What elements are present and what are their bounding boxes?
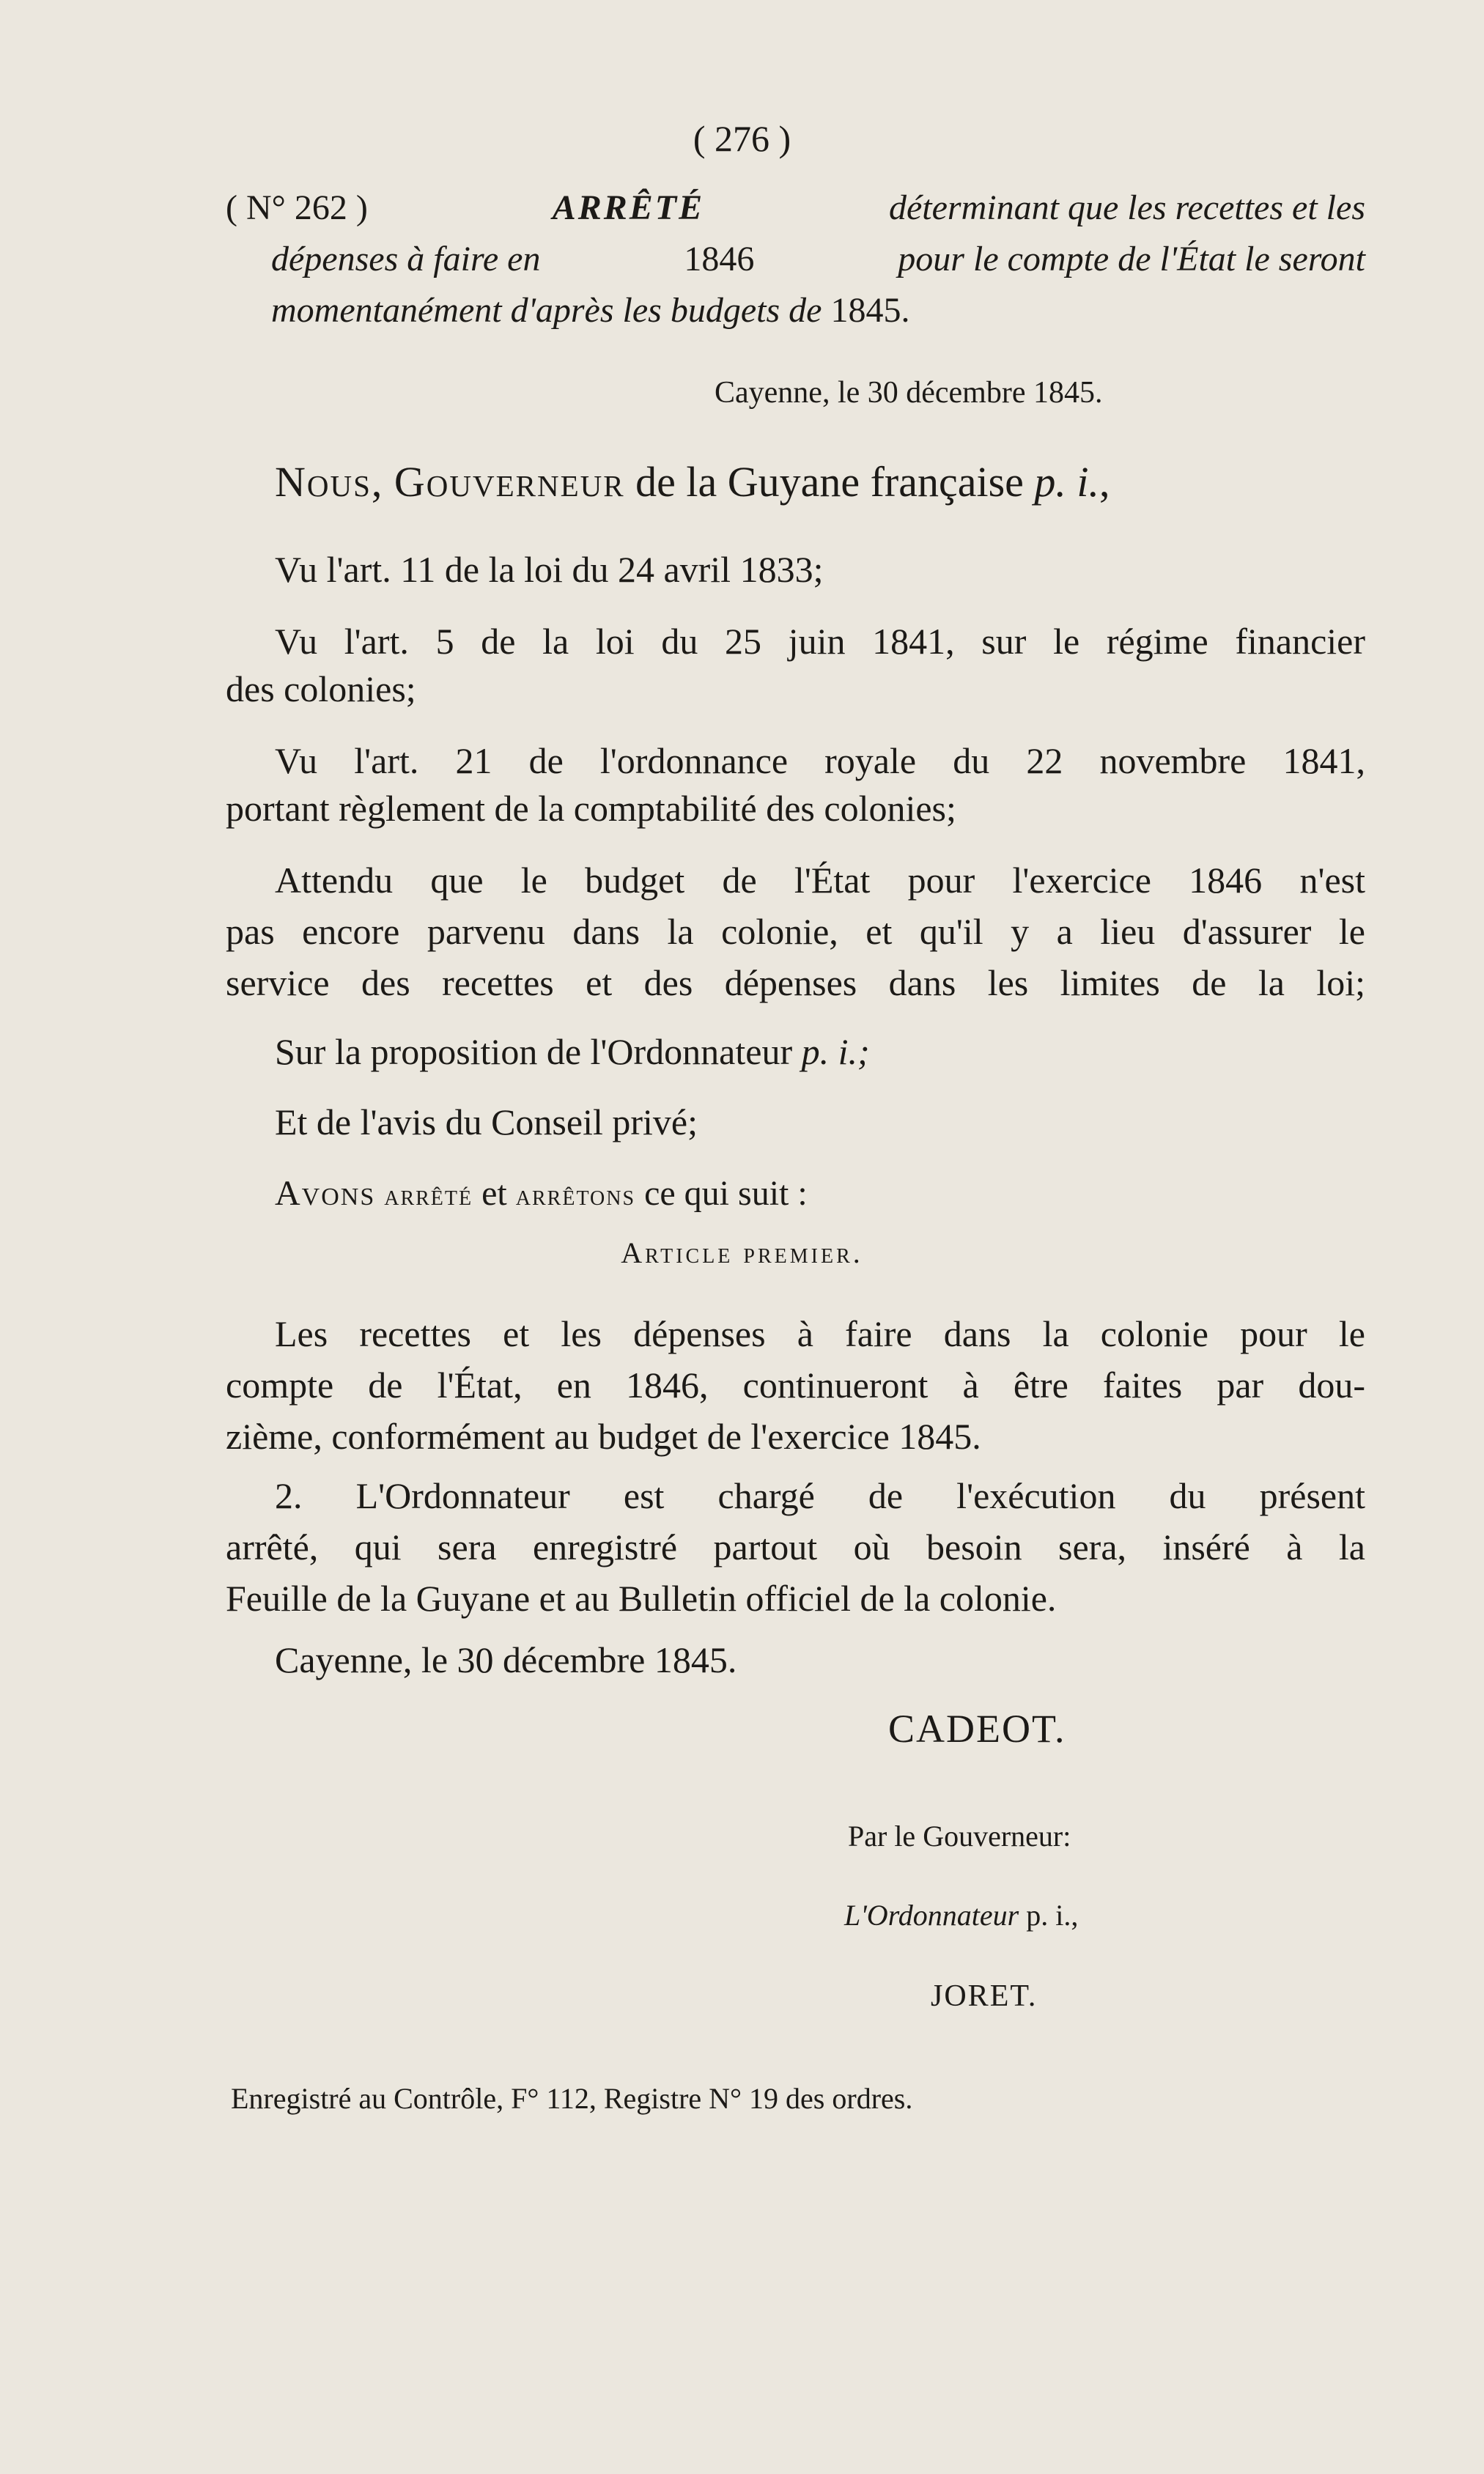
article-2-text-2: arrêté, qui sera enregistré partout où besoin sera, inséré à la [226,1526,1365,1568]
considerant-3-line-1 [275,735,1365,786]
considerant-2-line-2: des colonies; [226,668,416,709]
article-2-line-3: Feuille de la Guyane et au Bulletin officiel de la colonie. [226,1578,1057,1619]
considerant-4-line-3 [226,957,1365,1008]
avons-line [275,1168,808,1221]
proposition-pi: p. i.; [801,1031,870,1072]
article-1-line-1 [275,1308,1365,1359]
proposition-text: Sur la proposition de l'Ordonnateur [275,1031,793,1072]
avons-word: Avons [275,1174,376,1213]
page-number: ( 276 ) [693,118,791,159]
heading-line-2 [271,235,1365,284]
preamble-gouverneur: Gouverneur [394,458,625,506]
dateline: Cayenne, le 30 décembre 1845. [715,376,1103,410]
considerant-4-line-2 [226,906,1365,957]
article-1-text-2: compte de l'État, en 1846, continueront à être faites par dou- [226,1365,1365,1406]
proposition [275,1026,870,1077]
considerant-2-line-1 [275,616,1365,667]
considerant-1: Vu l'art. 11 de la loi du 24 avril 1833; [275,549,824,590]
par-le-gouverneur: Par le Gouverneur: [848,1820,1071,1853]
avis: Et de l'avis du Conseil privé; [275,1101,698,1142]
ordonnateur-pi: p. i., [1026,1899,1079,1932]
et-word: et [481,1174,507,1213]
considerant-4-text-1: Attendu que le budget de l'État pour l'exercice 1846 n'est [275,860,1365,901]
registration-note: Enregistré au Contrôle, F° 112, Registre N° 19 des ordres. [231,2082,913,2115]
heading-year-1845: 1845. [830,291,910,330]
arrete-word: arrêté [384,1178,473,1211]
article-2-text-1: 2. L'Ordonnateur est chargé de l'exécution du présent [275,1475,1365,1516]
closing-date: Cayenne, le 30 décembre 1845. [275,1639,737,1680]
heading-line-3-pre: momentanément d'après les budgets de [271,291,822,330]
preamble-nous: Nous, [275,458,384,506]
article-1-text-1: Les recettes et les dépenses à faire dans la colonie pour le [275,1313,1365,1354]
preamble-comma: , [1099,458,1110,506]
ordonnateur-line [844,1898,1078,1932]
heading-line-1-rest: déterminant que les recettes et les [888,188,1365,227]
arrete-title: ARRÊTÉ [552,188,705,227]
considerant-3-line-2: portant règlement de la comptabilité des colonies; [226,788,956,829]
considerant-3-text: Vu l'art. 21 de l'ordonnance royale du 22 novembre 1841, [275,740,1365,781]
ordonnateur-title: L'Ordonnateur [844,1899,1019,1932]
signature: CADEOT. [888,1707,1066,1751]
article-1-line-2 [226,1359,1365,1411]
article-2-line-2 [226,1521,1365,1573]
preamble [275,453,1110,512]
countersign: JORET. [931,1979,1038,2013]
heading-line-1 [226,183,1365,233]
article-title: Article premier. [621,1236,863,1269]
arrete-number: ( N° 262 ) [226,188,368,227]
article-2-line-1 [275,1470,1365,1521]
considerant-4-text-2: pas encore parvenu dans la colonie, et qu'il y a lieu d'assurer le [226,911,1365,952]
considerant-2-text: Vu l'art. 5 de la loi du 25 juin 1841, sur le régime financier [275,621,1365,662]
heading-line-2-pre: dépenses à faire en [271,240,541,278]
heading-line-3 [271,286,909,336]
arretons-word: arrêtons [515,1178,636,1211]
suit-word: ce qui suit : [644,1174,808,1213]
article-1-line-3: zième, conformément au budget de l'exercice 1845. [226,1416,981,1457]
preamble-pi: p. i. [1034,458,1100,506]
considerant-4-text-3: service des recettes et des dépenses dans les limites de la loi; [226,962,1365,1003]
heading-year-1846: 1846 [684,240,755,278]
considerant-4-line-1 [275,854,1365,906]
preamble-rest: de la Guyane française [635,458,1024,506]
heading-line-2-post: pour le compte de l'État le seront [898,240,1365,278]
